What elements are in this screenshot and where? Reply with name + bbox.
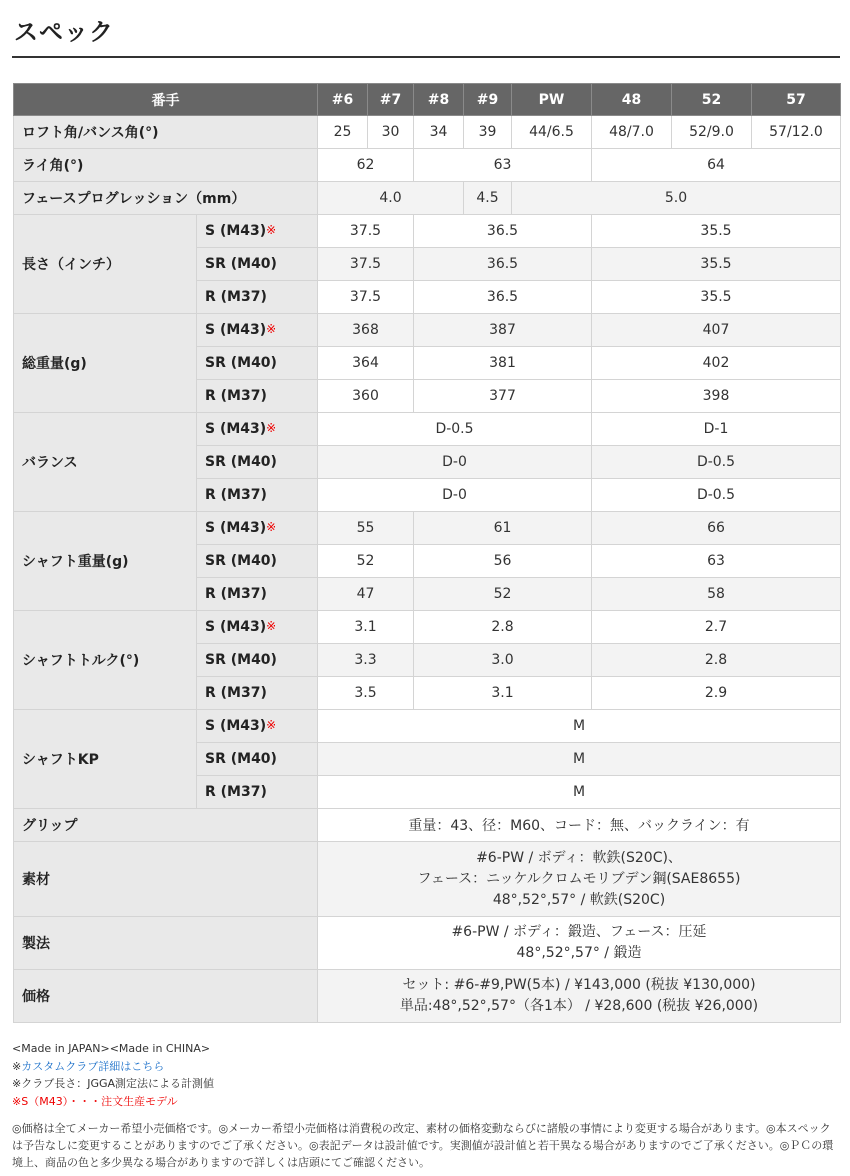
material-label: 素材 (14, 842, 318, 917)
torque-s-row (14, 611, 841, 644)
torque-value: 3.1 (318, 611, 414, 644)
shaft-weight-value: 52 (318, 545, 414, 578)
shaft-weight-value: 63 (592, 545, 841, 578)
torque-label: シャフトトルク(°) (14, 611, 197, 710)
length-value: 35.5 (592, 281, 841, 314)
shaft-weight-s-row (14, 512, 841, 545)
sub-s: S (M43)※ (197, 215, 318, 248)
grip-value: 重量：43、径：M60、コード：無、バックライン：有 (318, 809, 841, 842)
material-line: #6-PW / ボディ：軟鉄(S20C)、 (476, 849, 682, 866)
header-pw: PW (512, 84, 592, 116)
weight-value: 387 (414, 314, 592, 347)
material-row (14, 842, 841, 917)
shaft-weight-value: 56 (414, 545, 592, 578)
header-9: #9 (464, 84, 512, 116)
sub-sr: SR (M40) (197, 743, 318, 776)
weight-s-row (14, 314, 841, 347)
loft-value: 34 (414, 116, 464, 149)
kp-s-row (14, 710, 841, 743)
price-row (14, 970, 841, 1023)
sub-s: S (M43)※ (197, 512, 318, 545)
header-7: #7 (368, 84, 414, 116)
torque-value: 2.9 (592, 677, 841, 710)
progression-row (14, 182, 841, 215)
method-label: 製法 (14, 917, 318, 970)
progression-label: フェースプログレッション（mm） (14, 182, 318, 215)
material-line: フェース：ニッケルクロムモリブデン鋼(SAE8655) (417, 870, 741, 887)
loft-value: 52/9.0 (672, 116, 752, 149)
price-line: 単品:48°,52°,57°（各1本） / ¥28,600 (税抜 ¥26,000) (399, 998, 759, 1014)
weight-value: 407 (592, 314, 841, 347)
sub-s: S (M43)※ (197, 611, 318, 644)
loft-label: ロフト角/バンス角(°) (14, 116, 318, 149)
shaft-weight-value: 52 (414, 578, 592, 611)
custom-club-link[interactable]: カスタムクラブ詳細はこちら (21, 1059, 165, 1073)
shaft-weight-value: 47 (318, 578, 414, 611)
torque-value: 2.7 (592, 611, 841, 644)
footer-disclaimer: ◎価格は全てメーカー希望小売価格です。◎メーカー希望小売価格は消費税の改定、素材の価格変動ならびに諸般の事情により変更する場合があります。◎本スペックは予告なしに変更することがありますのでご了承ください。◎表記データは設計値です。実測値が設計値と若干異なる場合がありますのでご了承ください。◎ＰＣの環境上、商品の色と多少異なる場合がありますので詳しくは店頭にてご確認ください。 (12, 1122, 834, 1169)
shaft-weight-value: 61 (414, 512, 592, 545)
balance-value: D-1 (592, 413, 841, 446)
shaft-weight-value: 58 (592, 578, 841, 611)
sub-s: S (M43)※ (197, 314, 318, 347)
length-value: 36.5 (414, 281, 592, 314)
header-row (14, 84, 841, 116)
loft-value: 57/12.0 (752, 116, 841, 149)
lie-value: 63 (414, 149, 592, 182)
balance-value: D-0 (318, 446, 592, 479)
loft-row (14, 116, 841, 149)
progression-value: 5.0 (512, 182, 841, 215)
sub-s: S (M43)※ (197, 413, 318, 446)
method-line: 48°,52°,57° / 鍛造 (516, 945, 642, 961)
grip-row (14, 809, 841, 842)
kp-value: M (318, 743, 841, 776)
order-note: ※S（M43）・・・注文生産モデル (12, 1094, 178, 1108)
price-line: セット: #6-#9,PW(5本) / ¥143,000 (税抜 ¥130,000) (402, 977, 756, 993)
length-note: ※クラブ長さ：JGGA測定法による計測値 (12, 1077, 215, 1090)
sub-r: R (M37) (197, 380, 318, 413)
method-value (318, 917, 841, 970)
grip-label: グリップ (14, 809, 318, 842)
weight-value: 381 (414, 347, 592, 380)
header-6: #6 (318, 84, 368, 116)
title-divider (12, 56, 840, 58)
price-value (318, 970, 841, 1023)
weight-value: 368 (318, 314, 414, 347)
loft-value: 39 (464, 116, 512, 149)
header-48: 48 (592, 84, 672, 116)
lie-value: 62 (318, 149, 414, 182)
sub-sr: SR (M40) (197, 347, 318, 380)
sub-r: R (M37) (197, 479, 318, 512)
balance-value: D-0.5 (592, 479, 841, 512)
weight-value: 398 (592, 380, 841, 413)
kp-label: シャフトKP (14, 710, 197, 809)
weight-label: 総重量(g) (14, 314, 197, 413)
header-52: 52 (672, 84, 752, 116)
spec-table (13, 83, 841, 1023)
balance-value: D-0.5 (592, 446, 841, 479)
balance-value: D-0.5 (318, 413, 592, 446)
torque-value: 3.3 (318, 644, 414, 677)
length-value: 35.5 (592, 248, 841, 281)
header-8: #8 (414, 84, 464, 116)
length-value: 37.5 (318, 248, 414, 281)
balance-value: D-0 (318, 479, 592, 512)
notes (12, 1040, 214, 1110)
sub-s: S (M43)※ (197, 710, 318, 743)
torque-value: 3.0 (414, 644, 592, 677)
header-57: 57 (752, 84, 841, 116)
origin-note: <Made in JAPAN><Made in CHINA> (12, 1042, 211, 1055)
kp-value: M (318, 776, 841, 809)
sub-sr: SR (M40) (197, 446, 318, 479)
sub-r: R (M37) (197, 776, 318, 809)
sub-r: R (M37) (197, 677, 318, 710)
custom-club-note: ※カスタムクラブ詳細はこちら (12, 1059, 165, 1073)
material-value (318, 842, 841, 917)
page-title: スペック (14, 18, 114, 46)
length-value: 36.5 (414, 248, 592, 281)
loft-value: 25 (318, 116, 368, 149)
length-value: 35.5 (592, 215, 841, 248)
lie-value: 64 (592, 149, 841, 182)
loft-value: 30 (368, 116, 414, 149)
length-label: 長さ（インチ） (14, 215, 197, 314)
length-value: 37.5 (318, 215, 414, 248)
sub-r: R (M37) (197, 281, 318, 314)
sub-sr: SR (M40) (197, 644, 318, 677)
torque-value: 2.8 (414, 611, 592, 644)
loft-value: 44/6.5 (512, 116, 592, 149)
balance-label: バランス (14, 413, 197, 512)
weight-value: 377 (414, 380, 592, 413)
method-line: #6-PW / ボディ：鍛造、フェース：圧延 (451, 924, 707, 940)
shaft-weight-value: 66 (592, 512, 841, 545)
material-line: 48°,52°,57° / 軟鉄(S20C) (492, 891, 666, 908)
weight-value: 360 (318, 380, 414, 413)
length-s-row (14, 215, 841, 248)
torque-value: 3.5 (318, 677, 414, 710)
progression-value: 4.0 (318, 182, 464, 215)
kp-value: M (318, 710, 841, 743)
shaft-weight-value: 55 (318, 512, 414, 545)
lie-row (14, 149, 841, 182)
balance-s-row (14, 413, 841, 446)
length-value: 36.5 (414, 215, 592, 248)
lie-label: ライ角(°) (14, 149, 318, 182)
loft-value: 48/7.0 (592, 116, 672, 149)
progression-value: 4.5 (464, 182, 512, 215)
header-number: 番手 (14, 84, 318, 116)
weight-value: 364 (318, 347, 414, 380)
weight-value: 402 (592, 347, 841, 380)
torque-value: 3.1 (414, 677, 592, 710)
sub-r: R (M37) (197, 578, 318, 611)
method-row (14, 917, 841, 970)
length-value: 37.5 (318, 281, 414, 314)
torque-value: 2.8 (592, 644, 841, 677)
sub-sr: SR (M40) (197, 248, 318, 281)
price-label: 価格 (14, 970, 318, 1023)
sub-sr: SR (M40) (197, 545, 318, 578)
shaft-weight-label: シャフト重量(g) (14, 512, 197, 611)
